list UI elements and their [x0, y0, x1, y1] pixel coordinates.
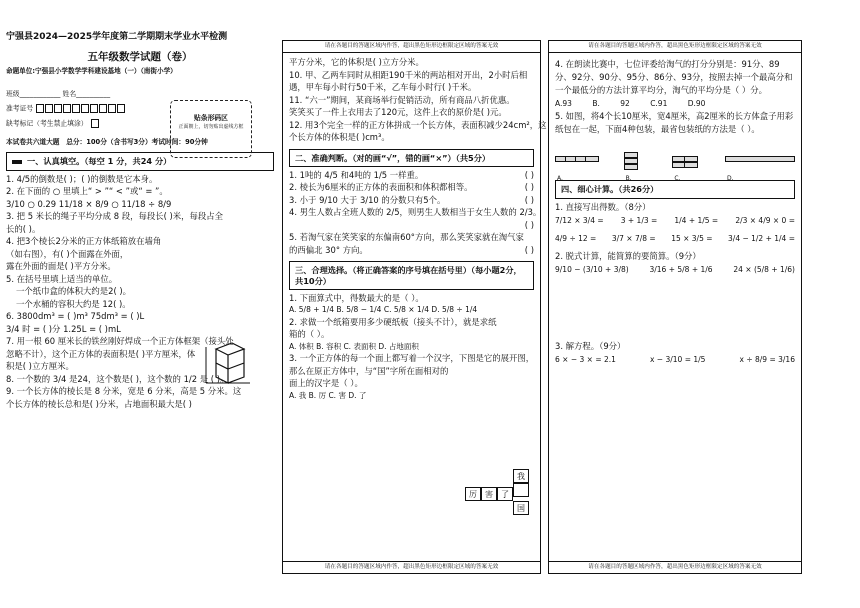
question-7: 7. 用一根 60 厘米长的铁丝刚好焊成一个正方体框架（接头处 — [6, 336, 234, 347]
question-1: 1. 4/5的倒数是( )；( )的倒数是它本身。 — [6, 173, 158, 184]
cube-net-figure: 我 厉 害 了 国 — [465, 469, 529, 515]
direct-calc-row-2: 4/9 ÷ 12 = 3/7 × 7/8 = 15 × 3/5 = 3/4 − 1/2 + 1/4 = — [555, 233, 795, 243]
question-11-cont: 笑笑买了一件上衣用去了120元，这件上衣的原价是( )元。 — [289, 107, 507, 117]
bottom-warning: 请在各题目的答题区域内作答，超出黑色矩形边框限定区域的答案无效 — [549, 561, 801, 573]
judge-1: 1. 1吨的 4/5 和4吨的 1/5 一样重。 ( ) — [289, 169, 534, 180]
missing-mark-box[interactable] — [91, 119, 99, 128]
question-9-cont: 个长方体的棱长总和是( )分米，占地面积最大是( ) — [6, 398, 192, 409]
section-4-title: 四、细心计算。（共26分） — [555, 180, 795, 198]
stepwise-calc-row: 9/10 − (3/10 + 3/8) 3/16 + 5/8 + 1/6 24 × (5/8 + 1/6) — [555, 265, 795, 275]
question-4-cont-2: 露在外面的面是( )平方分米。 — [6, 261, 116, 272]
middle-answer-box — [282, 40, 547, 574]
question-7-cont: 忽略不计），这个正方体的表面积是( )平方厘米，体 — [6, 348, 196, 359]
question-12: 12. 用3个完全一样的正方体拼成一个长方体，表面积减少24cm²，这 — [289, 119, 547, 130]
judge-4-answer: ( ) — [524, 219, 534, 230]
top-warning: 请在各题目的答题区域内作答，超出黑色矩形边框限定区域的答案无效 — [549, 41, 801, 53]
question-11: 11. “六一”期间，某商场举行促销活动，所有商品八折优惠。 — [289, 94, 515, 105]
name-label: 姓名 — [62, 89, 77, 98]
judge-3: 3. 小于 9/10 大于 3/10 的分数只有5个。 ( ) — [289, 194, 534, 205]
section-3-title: 三、合理选择。（将正确答案的序号填在括号里）（每小题2分，共10分） — [289, 261, 534, 290]
equation-title: 3. 解方程。（9分） — [555, 340, 626, 351]
section-2-title: 二、准确判断。（对的画“√”，错的画“×”）（共5分） — [289, 149, 534, 167]
judge-4: 4. 男生人数占全班人数的 2/5，则男生人数相当于女生人数的 2/3。 — [289, 207, 542, 218]
question-10: 10. 甲、乙两车同时从相距190千米的两站相对开出，2小时后相 — [289, 69, 528, 80]
exam-info: 本试卷共六道大题 总分：100分（含书写3分）考试时间：90分钟 — [6, 138, 208, 147]
choice-1-options: A. 5/8 + 1/4 B. 5/8 − 1/4 C. 5/8 × 1/4 D. 5/8 ÷ 1/4 — [289, 305, 478, 315]
question-3-cont: 长的( )。 — [6, 223, 41, 234]
question-9: 9. 一个长方体的棱长是 8 分米，宽是 6 分米，高是 5 分米。这 — [6, 386, 242, 397]
choice-4: 4. 在朗读比赛中，七位评委给淘气的打分分别是：91分、89分、92分、90分、95分、86分、93分，按照去掉一个最高分和一个最低分的方法计算平均分，淘气的平均分是（ ）分。 — [555, 59, 793, 96]
judge-5: 5. 若淘气家在笑笑家的东偏南60°方向，那么笑笑家就在淘气家 — [289, 232, 524, 243]
right-answer-box — [548, 40, 802, 574]
barcode-area: 贴条形码区 正面朝上，切勿贴出虚线方框 — [170, 100, 252, 158]
direct-calc-title: 1. 直接写出得数。（8分） — [555, 201, 651, 212]
direct-calc-row-1: 7/12 × 3/4 = 3 + 1/3 = 1/4 + 1/5 = 2/3 × 4/9 × 0 = — [555, 216, 795, 226]
choice-2: 2. 求做一个纸箱要用多少硬纸板（接头不计），就是求纸 — [289, 316, 497, 327]
choice-1: 1. 下面算式中，得数最大的是（ ）。 — [289, 292, 424, 303]
question-5-b: 一个水桶的容积大约是 12( )。 — [16, 298, 131, 309]
judge-2: 2. 棱长为6厘米的正方体的表面积和体积都相等。 ( ) — [289, 182, 534, 193]
question-4-cont: （如右图），有( )个面露在外面， — [6, 248, 129, 259]
choice-3-cont-2: 面上的汉字是（ ）。 — [289, 378, 363, 388]
top-warning: 请在各题目的答题区域内作答，超出黑色矩形边框限定区域的答案无效 — [283, 41, 540, 53]
question-8: 8. 一个数的 3/4 是24，这个数是( )，这个数的 1/2 是 ( )。 — [6, 373, 229, 384]
exam-number-label: 准考证号 — [6, 104, 34, 113]
choice-2-cont: 箱的（ ）。 — [289, 329, 330, 340]
choice-5: 5. 如图，将4个长10厘米，宽4厘米，高2厘米的长方体盒子用彩纸包在一起，下面4种包装，最省包装纸的方法是（ ）。 — [555, 111, 794, 135]
exam-title: 宁强县2024—2025学年度第二学期期末学业水平检测 — [6, 32, 228, 42]
question-2: 2. 在下面的 ○ 里填上“ > ”“ < ”或“ = ”。 — [6, 186, 168, 197]
question-7-cont-2: 积是( )立方厘米。 — [6, 361, 74, 372]
bottom-warning: 请在各题目的答题区域内作答，超出黑色矩形边框限定区域的答案无效 — [283, 561, 540, 573]
question-6-cont: 3/4 时 = ( )分 1.25L = ( )mL — [6, 323, 121, 334]
left-column — [6, 32, 274, 411]
judge-5-cont: 的西偏北 30° 方向。 ( ) — [289, 244, 534, 255]
choice-2-options: A. 体积 B. 容积 C. 表面积 D. 占地面积 — [289, 341, 419, 351]
section-1-title: 一、认真填空。（每空 1 分，共24 分） — [6, 152, 274, 170]
question-2-items: 3/10 ○ 0.29 11/18 × 8/9 ○ 11/18 ÷ 8/9 — [6, 198, 172, 209]
choice-3-cont: 那么在原正方体中，与“国”字所在面相对的 — [289, 365, 449, 376]
question-3: 3. 把 5 米长的绳子平均分成 8 段，每段长( )米，每段占全 — [6, 211, 224, 222]
student-fields: 班级____________ 姓名__________ 准考证号 缺考标记（考生禁止填涂） — [6, 90, 274, 128]
choice-4-options: A.93 B. 92 C.91 D.90 — [555, 99, 706, 109]
cube-stack-figure — [204, 339, 252, 387]
stepwise-calc-title: 2. 脱式计算，能简算的要简算。（9分） — [555, 250, 701, 261]
choice-3: 3. 一个正方体的每一个面上都写着一个汉字，下图是它的展开图， — [289, 353, 535, 363]
question-5-a: 一个纸巾盒的体积大约是2( )。 — [16, 286, 132, 297]
question-6: 6. 3800dm³ = ( )m³ 75dm³ = ( )L — [6, 311, 145, 322]
missing-mark-label: 缺考标记（考生禁止填涂） — [6, 119, 88, 128]
package-options-figure: A. B. C. D. — [555, 146, 795, 174]
choice-3-options: A. 我 B. 厉 C. 害 D. 了 — [289, 390, 367, 400]
question-12-cont: 个长方体的体积是( )cm³。 — [289, 132, 390, 142]
exam-subtitle: 五年级数学试题（卷） — [87, 51, 193, 64]
question-10-cont: 遇，甲车每小时行50千米，乙车每小时行( )千米。 — [289, 82, 477, 92]
question-9-end: 平方分米，它的体积是( )立方分米。 — [289, 57, 424, 67]
question-5: 5. 在括号里填上适当的单位。 — [6, 273, 118, 284]
author-unit: 命题单位:宁强县小学数学学科建设基地（一）（南街小学） — [6, 67, 177, 76]
equation-row: 6 × − 3 × = 2.1 x − 3/10 = 1/5 x ÷ 8/9 = 3/16 — [555, 355, 795, 365]
class-label: 班级 — [6, 89, 20, 98]
question-4: 4. 把3个棱长2分米的正方体纸箱放在墙角 — [6, 236, 162, 247]
